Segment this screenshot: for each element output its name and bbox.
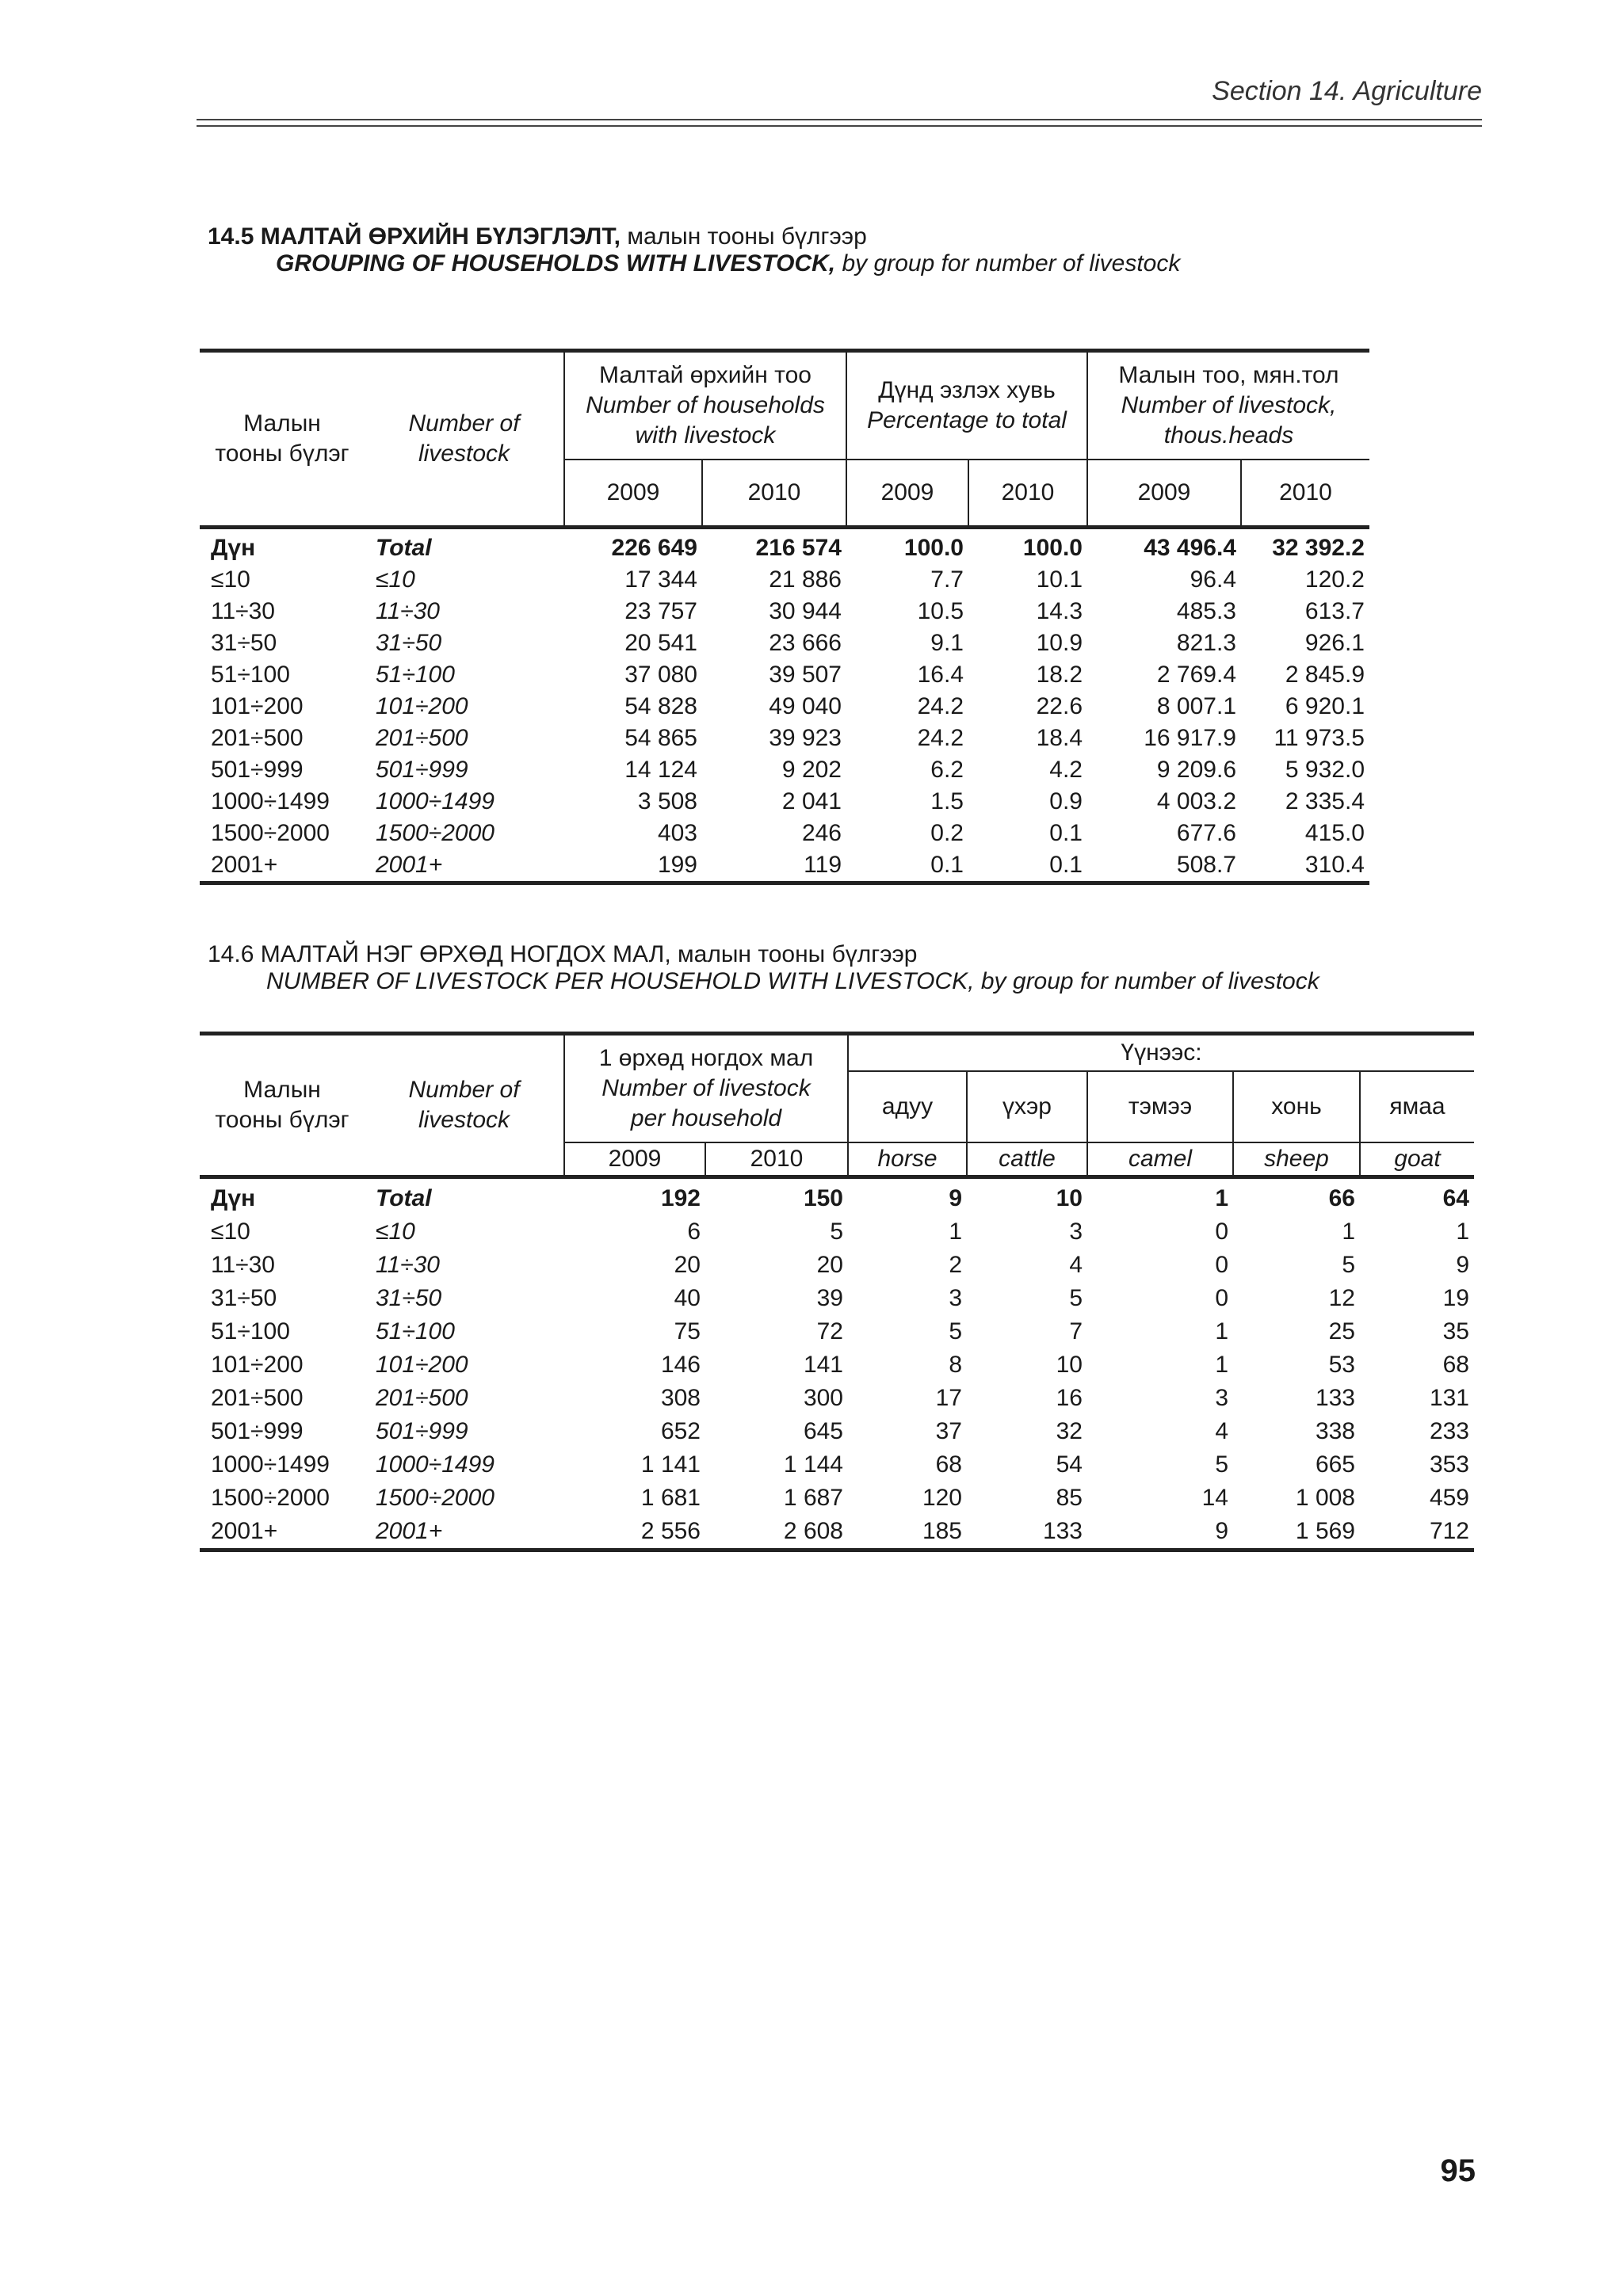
table-row: [200, 723, 1369, 754]
table1-year: 2009: [1087, 460, 1241, 528]
table-cell: 4: [1069, 1252, 1083, 1278]
table-cell: 2 041: [781, 788, 842, 814]
group-label-en: 101÷200: [376, 1352, 468, 1378]
table-row: [200, 528, 1369, 565]
table-cell: 0.9: [1049, 788, 1083, 814]
table-cell: 8: [949, 1352, 962, 1378]
table-cell: 16.4: [917, 662, 964, 688]
group-label-mn: 1000÷1499: [211, 788, 330, 814]
table-cell: 712: [1360, 1515, 1474, 1550]
table-cell: 0: [1215, 1285, 1228, 1311]
table2-animal-mn: тэмээ: [1087, 1071, 1233, 1142]
table-cell: 150: [705, 1177, 848, 1216]
table-cell: 1.5: [930, 788, 964, 814]
table-row: [200, 1177, 1474, 1216]
table-cell: 20 541: [624, 630, 697, 656]
table-row: [200, 691, 1369, 723]
group-label-mn: 2001+: [200, 1515, 365, 1550]
table-cell: 926.1: [1304, 630, 1365, 656]
table-cell: 21 886: [769, 566, 842, 593]
table-cell: 37: [935, 1418, 962, 1444]
group-label-mn: 201÷500: [211, 1385, 304, 1411]
table-cell: 9: [1456, 1252, 1469, 1278]
table-cell: 131: [1429, 1385, 1469, 1411]
table1-year: 2009: [846, 460, 968, 528]
group-label-mn: 51÷100: [211, 1318, 290, 1344]
table2-animal-en: goat: [1360, 1142, 1474, 1177]
table-cell: 6 920.1: [1285, 693, 1365, 719]
table-cell: 17 344: [624, 566, 697, 593]
group-label-en: 31÷50: [376, 630, 442, 656]
table-cell: 5: [949, 1318, 962, 1344]
group-label-mn: 501÷999: [211, 757, 304, 783]
table-cell: 23 757: [624, 598, 697, 624]
table1: [200, 349, 1369, 885]
table2-col-group-mn: Малын тооны бүлэг: [200, 1034, 365, 1177]
table2-col-group-en: Number of livestock: [365, 1034, 564, 1177]
table-cell: 54 828: [624, 693, 697, 719]
table2-animal-en: sheep: [1233, 1142, 1360, 1177]
table2-animal-en: camel: [1087, 1142, 1233, 1177]
table-cell: 12: [1328, 1285, 1355, 1311]
table-cell: 32: [1056, 1418, 1083, 1444]
table-cell: 72: [816, 1318, 843, 1344]
table-cell: 1: [949, 1219, 962, 1245]
table-cell: 17: [935, 1385, 962, 1411]
table2-animal-en: horse: [848, 1142, 967, 1177]
table-cell: 75: [674, 1318, 701, 1344]
group-label-mn: 31÷50: [211, 1285, 277, 1311]
table-row: [200, 1382, 1474, 1415]
table-row: [200, 564, 1369, 596]
table-cell: 652: [660, 1418, 701, 1444]
table-cell: 35: [1442, 1318, 1469, 1344]
table-cell: 4 003.2: [1156, 788, 1236, 814]
table-cell: 677.6: [1176, 820, 1236, 846]
table1-year: 2009: [564, 460, 702, 528]
table-cell: 68: [1442, 1352, 1469, 1378]
table-cell: 5: [1215, 1451, 1228, 1478]
table-cell: 10: [1056, 1352, 1083, 1378]
table-cell: 23 666: [769, 630, 842, 656]
table-cell: 2 769.4: [1156, 662, 1236, 688]
table-cell: 100.0: [968, 528, 1087, 565]
group-label-en: 201÷500: [376, 1385, 468, 1411]
table1-year: 2010: [702, 460, 846, 528]
table-cell: 216 574: [702, 528, 846, 565]
table2-title: [208, 941, 1319, 995]
table-cell: 0.2: [930, 820, 964, 846]
table-cell: 9: [1087, 1515, 1233, 1550]
table-cell: 68: [935, 1451, 962, 1478]
table-cell: 133: [967, 1515, 1087, 1550]
page-number: 95: [1440, 2153, 1476, 2188]
table2-animal-en: cattle: [967, 1142, 1087, 1177]
table-cell: 3: [949, 1285, 962, 1311]
table-cell: 100.0: [846, 528, 968, 565]
group-label-en: Total: [365, 528, 564, 565]
table-cell: 53: [1328, 1352, 1355, 1378]
table-cell: 310.4: [1241, 849, 1369, 883]
group-label-mn: 11÷30: [211, 1252, 275, 1278]
table-cell: 415.0: [1304, 820, 1365, 846]
table-cell: 1 569: [1233, 1515, 1360, 1550]
group-label-en: 51÷100: [376, 662, 455, 688]
group-label-en: 1500÷2000: [376, 1485, 495, 1511]
table-cell: 7: [1069, 1318, 1083, 1344]
table2-body: [200, 1177, 1474, 1550]
table-cell: 0: [1215, 1252, 1228, 1278]
table-cell: 2: [949, 1252, 962, 1278]
group-label-en: ≤10: [376, 1219, 415, 1245]
table1-title-mn-sub: малын тооны бүлгээр: [627, 223, 867, 250]
table1-col-group-mn: Малын тооны бүлэг: [200, 351, 365, 528]
table-cell: 10: [967, 1177, 1087, 1216]
group-label-mn: 101÷200: [211, 1352, 304, 1378]
table-cell: 2 845.9: [1285, 662, 1365, 688]
group-label-en: 1000÷1499: [376, 788, 495, 814]
table-cell: 9.1: [930, 630, 964, 656]
group-label-mn: 51÷100: [211, 662, 290, 688]
table-cell: 1: [1087, 1177, 1233, 1216]
group-label-mn: 11÷30: [211, 598, 275, 624]
table-cell: 16: [1056, 1385, 1083, 1411]
table-cell: 5: [1342, 1252, 1355, 1278]
table-cell: 85: [1056, 1485, 1083, 1511]
table1-header-percentage: Дүнд эзлэх хувь Percentage to total: [846, 351, 1087, 460]
table-cell: 3 508: [637, 788, 697, 814]
table-row: [200, 1415, 1474, 1448]
table-row: [200, 786, 1369, 818]
table-cell: 14: [1201, 1485, 1228, 1511]
table-cell: 18.4: [1036, 725, 1083, 751]
group-label-en: 51÷100: [376, 1318, 455, 1344]
table-cell: 66: [1233, 1177, 1360, 1216]
table-cell: 8 007.1: [1156, 693, 1236, 719]
table1-body: [200, 528, 1369, 883]
group-label-mn: 2001+: [200, 849, 365, 883]
group-label-en: 2001+: [365, 849, 564, 883]
table-cell: 613.7: [1304, 598, 1365, 624]
table-cell: 24.2: [917, 693, 964, 719]
table-row: [200, 1215, 1474, 1249]
table-cell: 6: [687, 1219, 701, 1245]
table-cell: 403: [657, 820, 697, 846]
table-row: [200, 1249, 1474, 1282]
table-cell: 1 008: [1295, 1485, 1355, 1511]
table-row: [200, 1448, 1474, 1482]
group-label-mn: Дүн: [200, 1177, 365, 1216]
table1-title-en: GROUPING OF HOUSEHOLDS WITH LIVESTOCK,: [276, 250, 836, 277]
table-cell: 308: [660, 1385, 701, 1411]
table-cell: 821.3: [1176, 630, 1236, 656]
table-cell: 300: [803, 1385, 843, 1411]
table2-year: 2009: [564, 1142, 705, 1177]
group-label-en: 11÷30: [376, 1252, 440, 1278]
table-cell: 25: [1328, 1318, 1355, 1344]
table-cell: 11 973.5: [1274, 725, 1365, 751]
group-label-mn: 501÷999: [211, 1418, 304, 1444]
table-cell: 54: [1056, 1451, 1083, 1478]
table-cell: 14.3: [1036, 598, 1083, 624]
table2-animal-mn: ямаа: [1360, 1071, 1474, 1142]
table-cell: 1: [1215, 1352, 1228, 1378]
table2-header-per-household: 1 өрхөд ногдох мал Number of livestock per household: [564, 1034, 848, 1143]
group-label-en: ≤10: [376, 566, 415, 593]
table-cell: 22.6: [1036, 693, 1083, 719]
table-cell: 14 124: [624, 757, 697, 783]
table-row: [200, 1282, 1474, 1315]
group-label-mn: 101÷200: [211, 693, 304, 719]
table-cell: 485.3: [1176, 598, 1236, 624]
table-cell: 120: [922, 1485, 962, 1511]
table-cell: 338: [1315, 1418, 1355, 1444]
table-row: [200, 596, 1369, 627]
table-cell: 5 932.0: [1285, 757, 1365, 783]
group-label-mn: 1500÷2000: [211, 1485, 330, 1511]
group-label-mn: 201÷500: [211, 725, 304, 751]
header-rule-bottom: [197, 125, 1482, 127]
table-cell: 7.7: [930, 566, 964, 593]
table1-title-en-sub: by group for number of livestock: [842, 250, 1181, 277]
table-cell: 43 496.4: [1087, 528, 1241, 565]
table-cell: 353: [1429, 1451, 1469, 1478]
table-cell: 18.2: [1036, 662, 1083, 688]
group-label-en: 1000÷1499: [376, 1451, 495, 1478]
table2-title-en-sub: by group for number of livestock: [980, 968, 1319, 994]
table-cell: 4: [1215, 1418, 1228, 1444]
table-cell: 1: [1215, 1318, 1228, 1344]
table-cell: 119: [702, 849, 846, 883]
table-cell: 19: [1442, 1285, 1469, 1311]
table-cell: 0.1: [1049, 820, 1083, 846]
table-cell: 5: [1069, 1285, 1083, 1311]
table-cell: 39 507: [769, 662, 842, 688]
table-cell: 49 040: [769, 693, 842, 719]
table2-title-en: NUMBER OF LIVESTOCK PER HOUSEHOLD WITH LIVESTOCK,: [266, 968, 975, 994]
table2-animal-mn: хонь: [1233, 1071, 1360, 1142]
table1-title: [208, 223, 1180, 277]
group-label-en: 31÷50: [376, 1285, 442, 1311]
group-label-mn: Дүн: [200, 528, 365, 565]
table-cell: 30 944: [769, 598, 842, 624]
table-cell: 199: [564, 849, 702, 883]
table-row: [200, 1515, 1474, 1550]
table-row: [200, 754, 1369, 786]
group-label-en: 201÷500: [376, 725, 468, 751]
table-cell: 40: [674, 1285, 701, 1311]
table2-title-mn-sub: малын тооны бүлгээр: [678, 941, 918, 967]
table-row: [200, 849, 1369, 883]
table2: [200, 1032, 1474, 1552]
table-cell: 1: [1456, 1219, 1469, 1245]
table-cell: 2 556: [564, 1515, 705, 1550]
table-cell: 120.2: [1304, 566, 1365, 593]
table-cell: 37 080: [624, 662, 697, 688]
group-label-mn: 1500÷2000: [211, 820, 330, 846]
table-row: [200, 1482, 1474, 1515]
table-cell: 4.2: [1049, 757, 1083, 783]
group-label-mn: ≤10: [211, 566, 250, 593]
table-cell: 185: [848, 1515, 967, 1550]
table1-header-livestock: Малын тоо, мян.тол Number of livestock, thous.heads: [1087, 351, 1369, 460]
table-cell: 20: [816, 1252, 843, 1278]
table-cell: 6.2: [930, 757, 964, 783]
table-cell: 24.2: [917, 725, 964, 751]
table-cell: 3: [1069, 1219, 1083, 1245]
table-cell: 20: [674, 1252, 701, 1278]
group-label-en: 11÷30: [376, 598, 440, 624]
group-label-en: 2001+: [365, 1515, 564, 1550]
table-cell: 39: [816, 1285, 843, 1311]
table-cell: 1: [1342, 1219, 1355, 1245]
table-cell: 96.4: [1190, 566, 1236, 593]
table-cell: 233: [1429, 1418, 1469, 1444]
table-cell: 1 681: [640, 1485, 701, 1511]
group-label-mn: ≤10: [211, 1219, 250, 1245]
group-label-mn: 31÷50: [211, 630, 277, 656]
table-row: [200, 627, 1369, 659]
table-cell: 459: [1429, 1485, 1469, 1511]
table-cell: 9 202: [781, 757, 842, 783]
table-cell: 16 917.9: [1144, 725, 1236, 751]
table1-title-mn: МАЛТАЙ ӨРХИЙН БҮЛЭГЛЭЛТ,: [260, 223, 621, 250]
group-label-en: 501÷999: [376, 757, 468, 783]
table-row: [200, 1348, 1474, 1382]
table-cell: 508.7: [1087, 849, 1241, 883]
table-cell: 1 141: [640, 1451, 701, 1478]
table1-year: 2010: [968, 460, 1087, 528]
table-cell: 192: [564, 1177, 705, 1216]
table-cell: 141: [803, 1352, 843, 1378]
table-row: [200, 818, 1369, 849]
table-cell: 32 392.2: [1241, 528, 1369, 565]
table-cell: 10.9: [1036, 630, 1083, 656]
table-cell: 3: [1215, 1385, 1228, 1411]
group-label-en: 1500÷2000: [376, 820, 495, 846]
table-cell: 5: [830, 1219, 843, 1245]
table-cell: 54 865: [624, 725, 697, 751]
group-label-mn: 1000÷1499: [211, 1451, 330, 1478]
table-cell: 0: [1215, 1219, 1228, 1245]
table-cell: 9 209.6: [1156, 757, 1236, 783]
table1-header-households: Малтай өрхийн тоо Number of households with livestock: [564, 351, 846, 460]
table-row: [200, 1315, 1474, 1348]
table-row: [200, 659, 1369, 691]
table2-number: 14.6: [208, 941, 254, 967]
table2-header-of-which: Үүнээс:: [848, 1034, 1474, 1072]
table-cell: 10.1: [1036, 566, 1083, 593]
table1-col-group-en: Number of livestock: [365, 351, 564, 528]
table-cell: 39 923: [769, 725, 842, 751]
table-cell: 2 335.4: [1285, 788, 1365, 814]
header-rule-top: [197, 119, 1482, 120]
table-cell: 665: [1315, 1451, 1355, 1478]
table-cell: 1 687: [783, 1485, 843, 1511]
table-cell: 1 144: [783, 1451, 843, 1478]
table-cell: 0.1: [968, 849, 1087, 883]
table-cell: 246: [801, 820, 842, 846]
table2-title-mn: МАЛТАЙ НЭГ ӨРХӨД НОГДОХ МАЛ,: [260, 941, 671, 967]
table2-animal-mn: адуу: [848, 1071, 967, 1142]
table-cell: 64: [1360, 1177, 1474, 1216]
table2-animal-mn: үхэр: [967, 1071, 1087, 1142]
table1-number: 14.5: [208, 223, 254, 250]
table-cell: 645: [803, 1418, 843, 1444]
table-cell: 2 608: [705, 1515, 848, 1550]
table-cell: 133: [1315, 1385, 1355, 1411]
table-cell: 10.5: [917, 598, 964, 624]
table-cell: 9: [848, 1177, 967, 1216]
group-label-en: 101÷200: [376, 693, 468, 719]
table-cell: 146: [660, 1352, 701, 1378]
table-cell: 226 649: [564, 528, 702, 565]
running-head: Section 14. Agriculture: [1212, 76, 1482, 106]
table2-year: 2010: [705, 1142, 848, 1177]
group-label-en: Total: [365, 1177, 564, 1216]
group-label-en: 501÷999: [376, 1418, 468, 1444]
table-cell: 0.1: [846, 849, 968, 883]
table1-year: 2010: [1241, 460, 1369, 528]
